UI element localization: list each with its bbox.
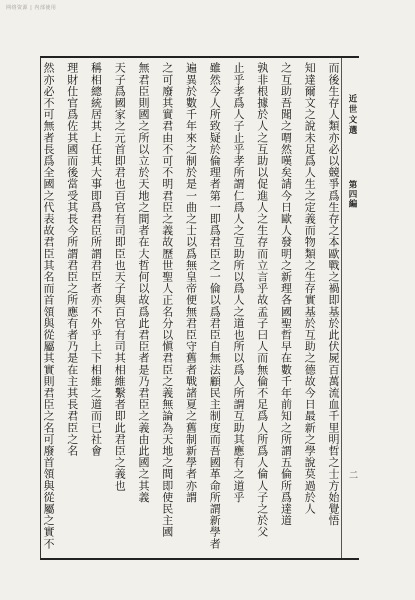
text-column: 理財仕官爲佐其國而後當受其長今所謂君臣之所應有者乃是在主其長君臣之名	[65, 62, 79, 457]
text-column: 之互助吾聞之喟然嘆矣請今日歐人發明之新理各國聖哲早在數千年前知之所謂五倫所爲達道	[279, 62, 293, 526]
column-rule	[341, 58, 342, 558]
running-head	[345, 58, 359, 558]
page-number: 二	[347, 470, 357, 479]
text-column: 天子爲國家之元首即君也百官有司即臣也天子與百官有司其相維繫者即此君臣之義也	[113, 62, 127, 492]
archive-stamp: 网络资源 | 内部使用	[6, 5, 57, 11]
volume-label: 第四編	[347, 180, 357, 209]
text-column: 然亦必不可無者長爲全國之代表故君臣其名而首領與從屬其實則君臣之名可廢首領與從屬之實不	[42, 62, 55, 550]
text-column: 遍異於數千年來之制於是一曲之士以爲無皇帝便無君臣守舊者戰諸夏之舊制新學者亦謂	[184, 62, 198, 503]
text-column: 稱相總統居其上任其大事即爲君臣所謂君臣者亦不外乎上下相維之道而已社會	[89, 62, 103, 457]
text-column: 無君臣則國之所以立於天地之間者在大哲何以故爲此君臣者是乃君臣之義由此國之其義	[137, 62, 150, 503]
body-text	[41, 58, 341, 558]
text-column: 孰非根據於人之互助以促進人之生存而立言乎故孟子曰人而無倫不足爲人所爲人倫人子之於父	[255, 62, 269, 538]
book-title: 近世文選	[347, 94, 357, 136]
text-column: 止乎孝爲人子止乎孝所謂仁爲人之互助所以爲人之道也所以爲人所謂互助其應有之道乎	[232, 62, 245, 503]
book-page	[40, 56, 359, 560]
text-column: 之可廢其實君由不可不明君臣之義故歷世聖人正名分以愼君臣之義無論為天地之間即使民主國	[160, 62, 174, 538]
text-column: 而後生存人類亦必以競爭爲生存之本歐戰之禍即基於此伏屍百萬流血千里明哲之士方始覺悟	[327, 62, 340, 526]
text-column: 知達爾文之說未足爲人生之定義而物類之生存實基於互助之德故今日最新之學說莫過於人	[303, 62, 317, 515]
text-column: 雖然今人所致疑於倫理者第一即爲君臣之一倫以爲君臣自無法顧民主制度而吾國革命所謂新學者	[208, 62, 222, 550]
